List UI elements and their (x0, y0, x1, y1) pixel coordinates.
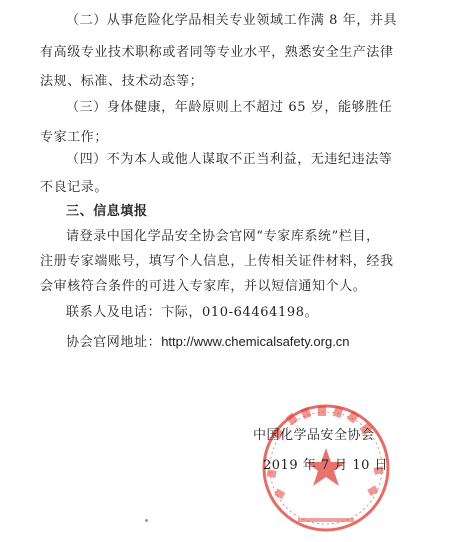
item3-line2: 专家工作； (40, 130, 109, 145)
item2-line2: 有高级专业技术职称或者同等专业水平，熟悉安全生产法律 (40, 45, 394, 60)
item4-line2: 不良记录。 (40, 180, 109, 195)
para-line3: 会审核符合条件的可进入专家库，并以短信通知个人。 (40, 279, 367, 294)
scan-speck (145, 519, 148, 522)
item3-line1: （三）身体健康，年龄原则上不超过 65 岁，能够胜任 (66, 100, 393, 115)
item2-line3: 法规、标准、技术动态等； (40, 74, 204, 89)
website-line (66, 333, 350, 352)
website-label: 协会官网地址： (66, 335, 162, 350)
item2-line1: （二）从事危险化学品相关专业领域工作满 8 年，并具 (66, 13, 398, 28)
signature-date: 2019 年 7 月 10 日 (263, 458, 389, 473)
signature-org: 中国化学品安全协会 (253, 428, 375, 443)
para-line2: 注册专家端账号，填写个人信息，上传相关证件材料，经我 (40, 254, 394, 269)
section3-heading: 三、信息填报 (66, 204, 148, 219)
contact-line: 联系人及电话：卞际，010-64464198。 (66, 305, 319, 320)
para-line1: 请登录中国化学品安全协会官网“专家库系统”栏目， (66, 229, 380, 244)
website-link[interactable]: http://www.chemicalsafety.org.cn (161, 334, 350, 349)
item4-line1: （四）不为本人或他人谋取不正当利益，无违纪违法等 (66, 152, 393, 167)
